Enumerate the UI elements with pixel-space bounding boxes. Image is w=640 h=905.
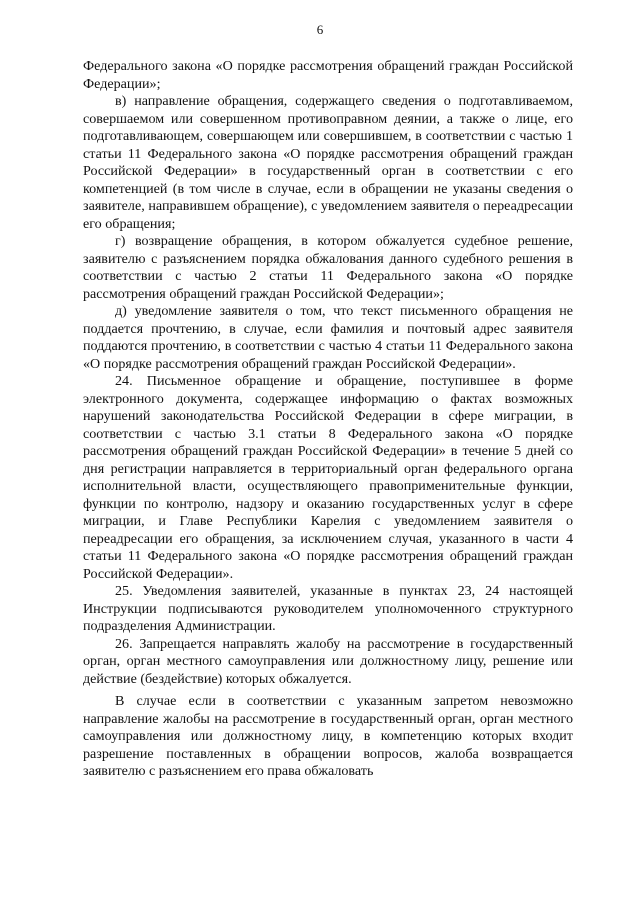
document-body <box>83 58 573 781</box>
paragraph-item-d: д) уведомление заявителя о том, что текст письменного обращения не поддается прочтению, в случае, если фамилия и почтовый адрес заявителя поддаются прочтению, в соответствии с частью 4 статьи 11 Федерального закона «О порядке рассмотрения обращений граждан Российской Федерации». <box>83 303 573 372</box>
page-number: 6 <box>316 22 324 37</box>
paragraph-25: 25. Уведомления заявителей, указанные в пунктах 23, 24 настоящей Инструкции подписываются руководителем уполномоченного структурного подразделения Администрации. <box>83 583 573 634</box>
paragraph-26-continued: В случае если в соответствии с указанным запретом невозможно направление жалобы на рассмотрение в государственный орган, орган местного самоуправления или должностному лицу, в компетенцию которых входит разрешение поставленных в обращении вопросов, жалоба возвращается заявителю с разъяснением его права обжаловать <box>83 693 573 779</box>
paragraph-item-v: в) направление обращения, содержащего сведения о подготавливаемом, совершаемом или совершенном противоправном деянии, а также о лице, его подготавливающем, совершающем или совершившем, в соответствии с частью 1 статьи 11 Федерального закона «О порядке рассмотрения обращений граждан Российской Федерации» в государственный орган в соответствии с его компетенцией (в том числе в случае, если в обращении не указаны сведения о заявителе, направившем обращение), с уведомлением заявителя о переадресации его обращения; <box>83 93 573 232</box>
paragraph-26: 26. Запрещается направлять жалобу на рассмотрение в государственный орган, орган местного самоуправления или должностному лицу, решение или действие (бездействие) которых обжалуется. <box>83 635 573 687</box>
paragraph-continuation: Федерального закона «О порядке рассмотрения обращений граждан Российской Федерации»; <box>83 58 573 92</box>
paragraph-24: 24. Письменное обращение и обращение, поступившее в форме электронного документа, содержащее информацию о фактах возможных нарушений законодательства Российской Федерации в сфере миграции, в соответствии с частью 3.1 статьи 8 Федерального закона «О порядке рассмотрения обращений граждан Российской Федерации» в течение 5 дней со дня регистрации направляется в территориальный орган федерального органа исполнительной власти, осуществляющего правоприменительные функции, функции по контролю, надзору и оказанию государственных услуг в сфере миграции, и Главе Республики Карелия с уведомлением заявителя о переадресации его обращения, за исключением случая, указанного в части 4 статьи 11 Федерального закона «О порядке рассмотрения обращений граждан Российской Федерации». <box>83 373 573 582</box>
paragraph-item-g: г) возвращение обращения, в котором обжалуется судебное решение, заявителю с разъяснением порядка обжалования данного судебного решения в соответствии с частью 2 статьи 11 Федерального закона «О порядке рассмотрения обращений граждан Российской Федерации»; <box>83 233 573 302</box>
